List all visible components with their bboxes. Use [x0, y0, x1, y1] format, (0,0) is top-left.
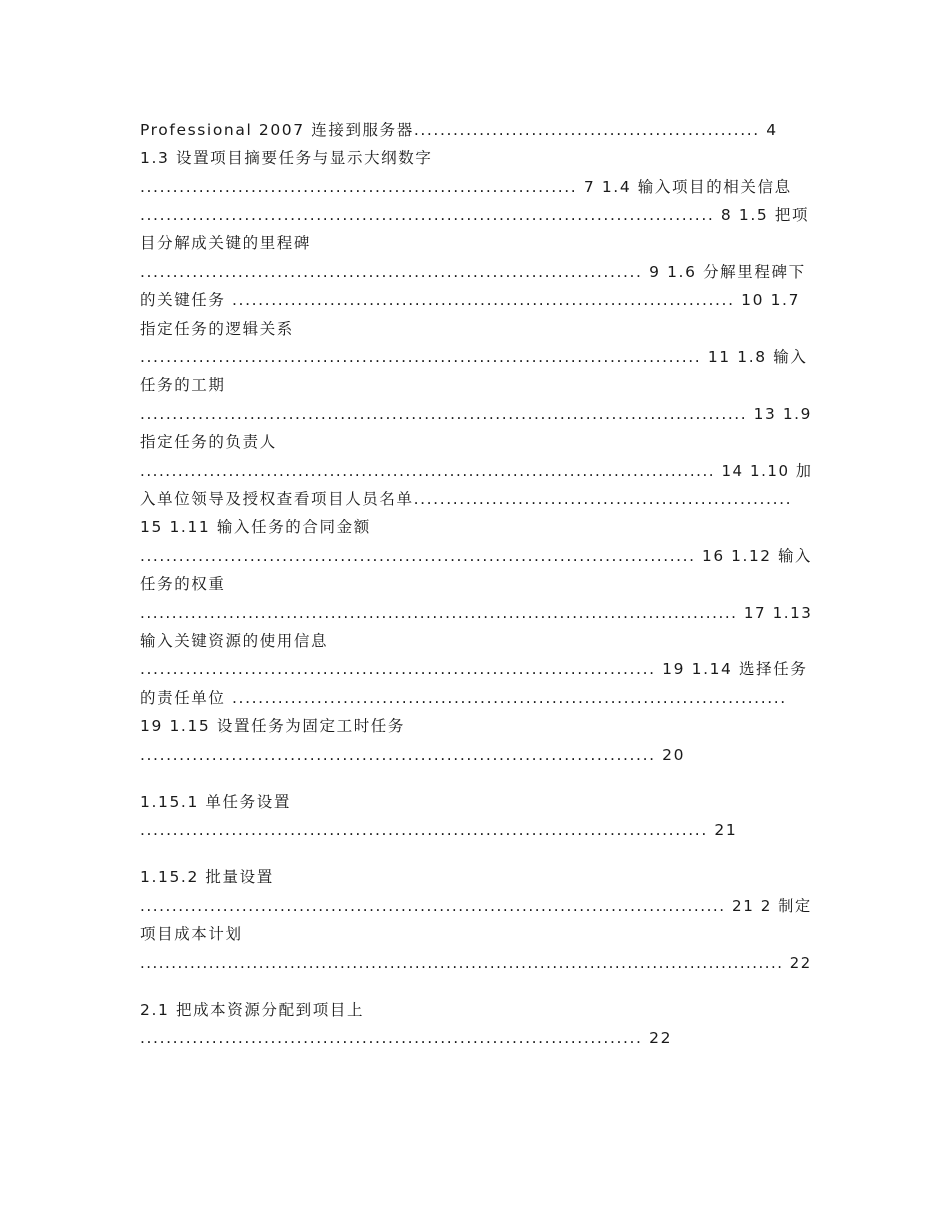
toc-line: 项目成本计划	[140, 925, 243, 943]
toc-line: ............................................................................. 22	[140, 1029, 673, 1047]
toc-line: ....................................................................................... 21	[140, 821, 738, 839]
toc-line: 入单位领导及授权查看项目人员名单..........................................................	[140, 490, 793, 508]
toc-line: 输入关键资源的使用信息	[140, 632, 329, 650]
toc-line: ...................................................................................... 11 1.8 输入	[140, 348, 808, 366]
toc-line: .............................................................................................. 13 1.9	[140, 405, 812, 423]
toc-line: 指定任务的逻辑关系	[140, 320, 294, 338]
toc-line: ............................................................................... 19 1.14 选择任务	[140, 660, 808, 678]
toc-line: 目分解成关键的里程碑	[140, 234, 312, 252]
toc-line: 任务的工期	[140, 376, 226, 394]
toc-line: 1.15.2 批量设置	[140, 868, 274, 886]
toc-line: 19 1.15 设置任务为固定工时任务	[140, 717, 405, 735]
toc-line: ............................................................................. 9 1.6 分解里程碑下	[140, 263, 806, 281]
toc-line: 1.3 设置项目摘要任务与显示大纲数字	[140, 149, 433, 167]
toc-line: ............................................................................................ 21 2 制定	[140, 897, 812, 915]
toc-line: ........................................................................................... 14 1.10 加	[140, 462, 813, 480]
toc-line: 的关键任务 ............................................................................. 10 1.7	[140, 291, 801, 309]
toc-line: ............................................................................... 20	[140, 746, 686, 764]
toc-line: 1.15.1 单任务设置	[140, 793, 291, 811]
toc-line: .............................................................................................. 17 1.13	[140, 604, 813, 622]
toc-line: ...................................................................................... 16 1.12 输入	[140, 547, 812, 565]
toc-line: 15 1.11 输入任务的合同金额	[140, 518, 371, 536]
toc-line: 任务的权重	[140, 575, 226, 593]
toc-line: ................................................................... 7 1.4 输入项目的相关信息	[140, 178, 792, 196]
toc-line: ....................................................................................................... 22	[140, 954, 812, 972]
toc-line: Professional 2007 连接到服务器..................................................... 4	[140, 121, 778, 139]
toc-line: ........................................................................................ 8 1.5 把项	[140, 206, 810, 224]
toc-line: 2.1 把成本资源分配到项目上	[140, 1001, 365, 1019]
toc-line: 指定任务的负责人	[140, 433, 277, 451]
toc-line: 的责任单位 .....................................................................................	[140, 689, 787, 707]
